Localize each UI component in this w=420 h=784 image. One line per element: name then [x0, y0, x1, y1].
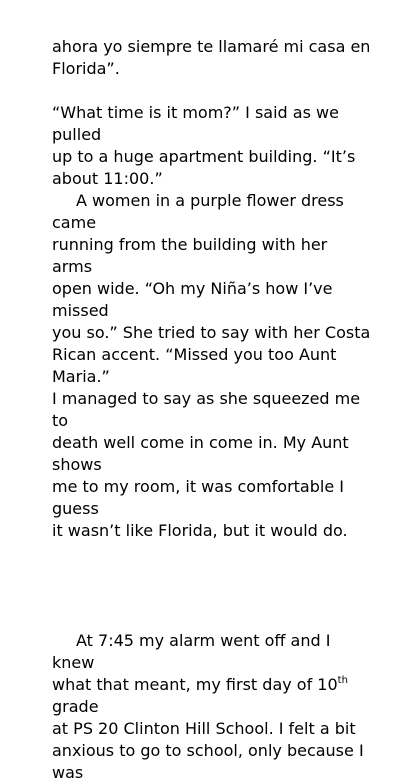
text-line: I managed to say as she squeezed me to — [52, 389, 361, 430]
blank-space — [52, 542, 372, 630]
text-line — [52, 674, 372, 718]
text-line: me to my room, it was comfortable I guess — [52, 477, 344, 518]
paragraph-4 — [52, 630, 372, 784]
text-fragment: grade — [52, 697, 99, 716]
text-line: At 7:45 my alarm went off and I knew — [52, 631, 331, 672]
text-line: at PS 20 Clinton Hill School. I felt a bit — [52, 719, 356, 738]
text-line: anxious to go to school, only because I was — [52, 741, 364, 782]
paragraph-2 — [52, 102, 372, 190]
text-line: you so.” She tried to say with her Costa — [52, 323, 371, 342]
blank-line — [52, 80, 372, 102]
text-line: running from the building with her arms — [52, 235, 328, 276]
text-line: about 11:00.” — [52, 169, 163, 188]
text-line: death well come in come in. My Aunt shows — [52, 433, 349, 474]
text-line: up to a huge apartment building. “It’s — [52, 147, 356, 166]
text-line: A women in a purple flower dress came — [52, 191, 344, 232]
text-line: Florida”. — [52, 59, 120, 78]
text-line: open wide. “Oh my Niña’s how I’ve missed — [52, 279, 333, 320]
paragraph-1 — [52, 36, 372, 80]
ordinal-suffix: th — [337, 674, 348, 686]
text-line: it wasn’t like Florida, but it would do. — [52, 521, 348, 540]
text-line: ahora yo siempre te llamaré mi casa en — [52, 37, 371, 56]
document-text — [52, 36, 372, 784]
paragraph-3 — [52, 190, 372, 542]
text-line: “What time is it mom?” I said as we pulled — [52, 103, 339, 144]
text-line: Rican accent. “Missed you too Aunt Maria.” — [52, 345, 337, 386]
text-fragment: what that meant, my first day of 10 — [52, 675, 338, 694]
